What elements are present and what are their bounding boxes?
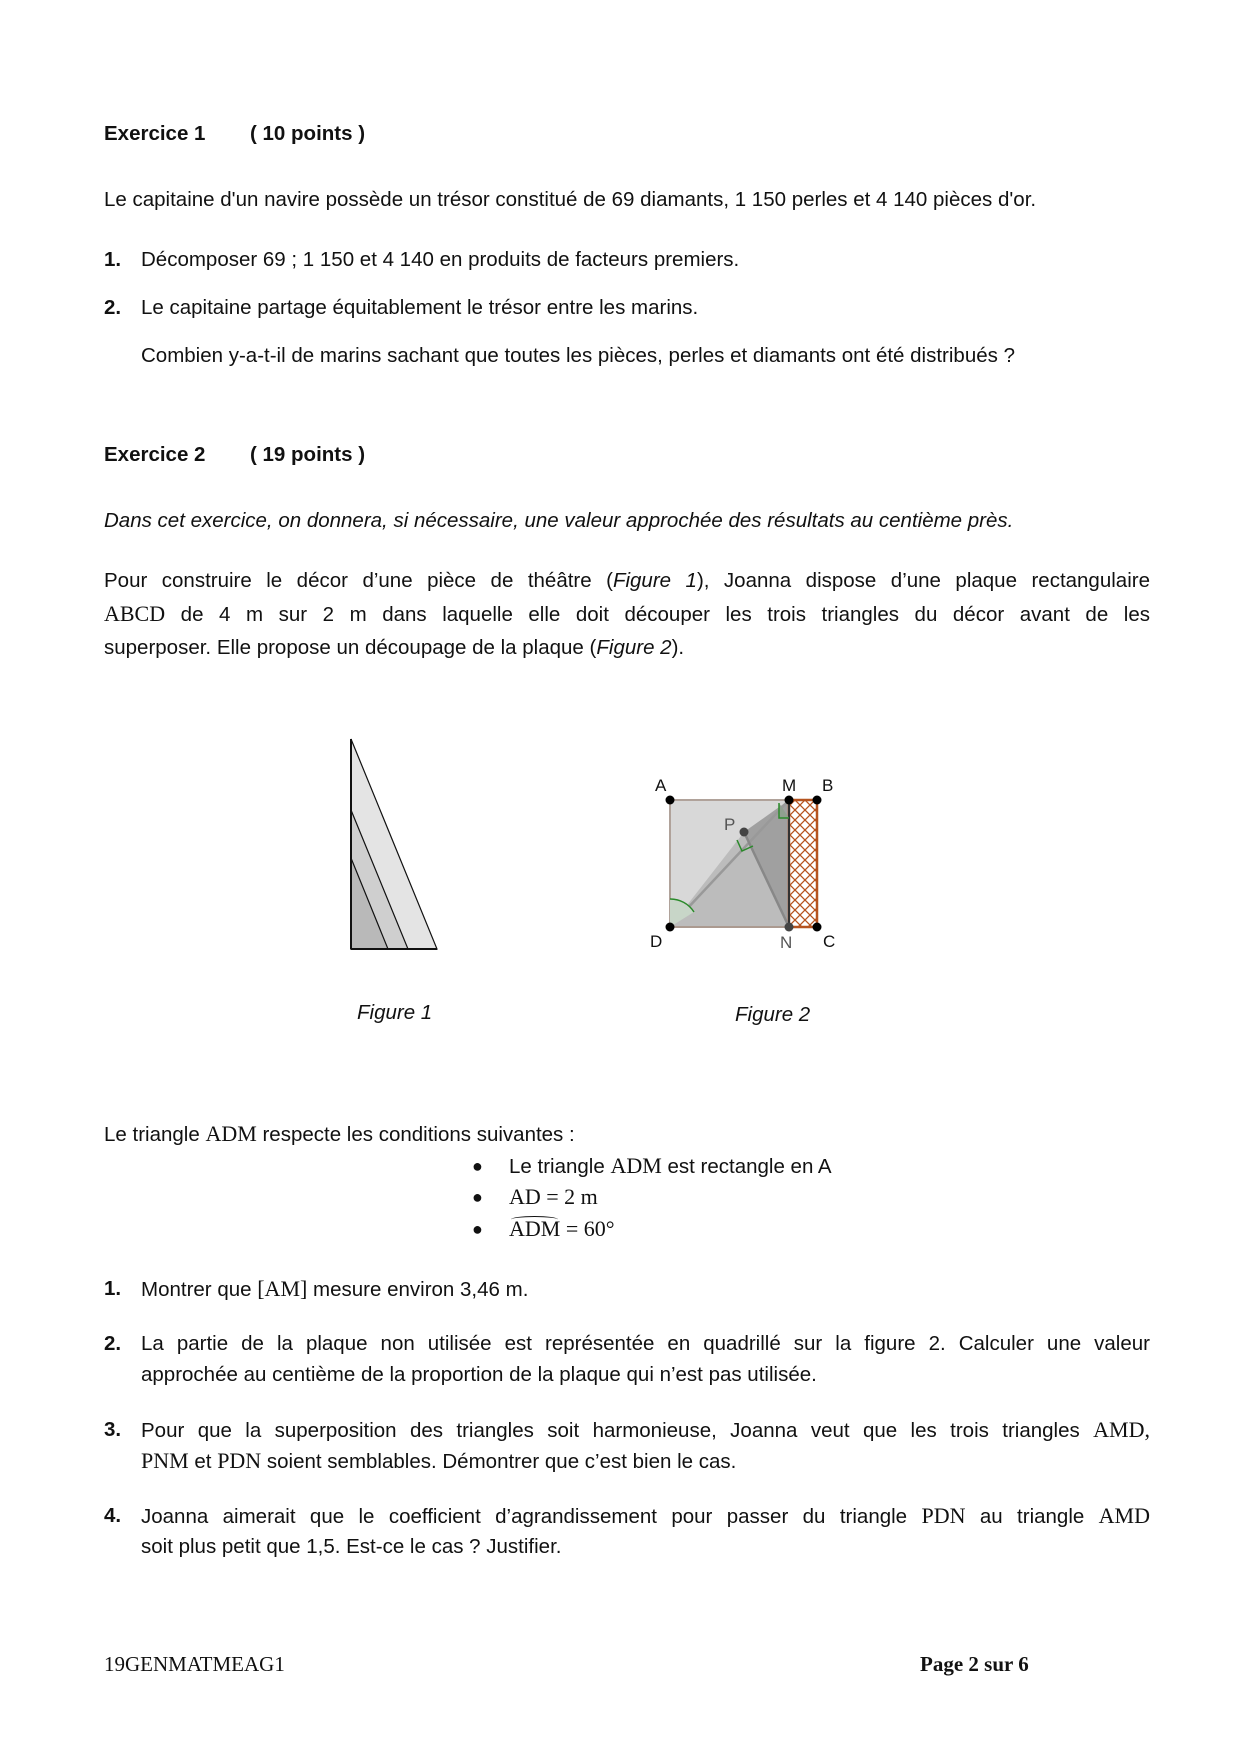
- question-line: [141, 1504, 1150, 1529]
- figure-2-caption: Figure 2: [735, 1003, 811, 1026]
- conditions-intro: [104, 1122, 575, 1147]
- point-label-d: D: [650, 932, 663, 951]
- footer-code: 19GENMATMEAG1: [104, 1652, 285, 1676]
- exercise-1-question-2: Le capitaine partage équitablement le trésor entre les marins.: [141, 296, 699, 319]
- math-expression: AMD: [1098, 1503, 1151, 1528]
- point-label-b: B: [822, 776, 834, 795]
- point-label-c: C: [823, 932, 836, 951]
- bullet-icon: ●: [472, 1187, 483, 1207]
- text-segment: ).: [671, 636, 685, 659]
- bullet-icon: ●: [472, 1219, 483, 1239]
- exercise-2-points: ( 19 points ): [250, 443, 366, 466]
- math-expression: PNM: [141, 1448, 189, 1473]
- text-segment: Le triangle: [104, 1123, 206, 1146]
- text-segment: Montrer que: [141, 1278, 258, 1301]
- point-label-p: P: [724, 815, 736, 834]
- exercise-1-question-2-continued: Combien y-a-t-il de marins sachant que toutes les pièces, perles et diamants ont été distribués ?: [141, 344, 1015, 367]
- question-line: [141, 1277, 528, 1302]
- figure-1-triangles: [340, 730, 450, 960]
- question-line: [141, 1332, 1150, 1356]
- exercise-1-points: ( 10 points ): [250, 122, 366, 145]
- math-expression: ADM: [509, 1216, 561, 1241]
- text-segment: soient semblables. Démontrer que c’est bien le cas.: [261, 1450, 737, 1473]
- exercise-2-note: Dans cet exercice, on donnera, si nécessaire, une valeur approchée des résultats au centième près.: [104, 509, 1014, 532]
- unused-hatched-area: [789, 800, 817, 927]
- question-line: [141, 1363, 817, 1387]
- question-number: 3.: [104, 1418, 122, 1441]
- text-segment: Pour que la superposition des triangles soit harmonieuse, Joanna veut que les trois triangles: [141, 1419, 1094, 1442]
- text-segment: et: [188, 1450, 218, 1473]
- exercise-1-title: Exercice 1: [104, 122, 206, 145]
- text-segment: respecte les conditions suivantes :: [256, 1123, 575, 1146]
- figure-reference: Figure 1: [612, 569, 697, 592]
- figure-reference: Figure 2: [596, 636, 672, 659]
- math-expression: = 60°: [560, 1216, 615, 1241]
- math-expression: ADM: [610, 1153, 662, 1178]
- text-segment: mesure environ 3,46 m.: [307, 1278, 529, 1301]
- text-segment: soit plus petit que 1,5. Est-ce le cas ? Justifier.: [141, 1535, 562, 1558]
- exercise-2-title: Exercice 2: [104, 443, 206, 466]
- math-expression: PDN: [217, 1448, 262, 1473]
- question-line: [141, 1418, 1150, 1443]
- math-expression: PDN: [921, 1503, 966, 1528]
- question-number: 2.: [104, 296, 122, 319]
- paragraph-line: [104, 602, 1150, 627]
- paragraph-line: [104, 569, 1150, 593]
- text-segment: Le triangle: [509, 1155, 611, 1178]
- paragraph-line: [104, 636, 684, 660]
- text-segment: La partie de la plaque non utilisée est représentée en quadrillé sur la figure 2. Calculer une valeur: [141, 1332, 1150, 1355]
- text-segment: de 4 m sur 2 m dans laquelle elle doit découper les trois triangles du décor avant de les: [165, 603, 1150, 626]
- condition-item: [509, 1185, 598, 1210]
- exercise-1-question-1: Décomposer 69 ; 1 150 et 4 140 en produits de facteurs premiers.: [141, 248, 740, 271]
- question-number: 2.: [104, 1332, 122, 1355]
- question-number: 1.: [104, 248, 122, 271]
- math-expression: ABCD: [104, 601, 166, 626]
- math-expression: [AM]: [257, 1276, 308, 1301]
- point-label-a: A: [655, 776, 667, 795]
- text-segment: superposer. Elle propose un découpage de la plaque (: [104, 636, 597, 659]
- text-segment: approchée au centième de la proportion de la plaque qui n’est pas utilisée.: [141, 1363, 817, 1386]
- condition-item: [509, 1154, 832, 1179]
- bullet-icon: ●: [472, 1156, 483, 1176]
- question-line: [141, 1535, 561, 1559]
- question-number: 1.: [104, 1277, 122, 1300]
- figure-2-plate-diagram: [640, 765, 960, 965]
- condition-item: [509, 1217, 615, 1242]
- text-segment: ), Joanna dispose d’une plaque rectangulaire: [696, 569, 1150, 592]
- question-line: [141, 1449, 736, 1474]
- exercise-1-intro: Le capitaine d'un navire possède un trésor constitué de 69 diamants, 1 150 perles et 4 140 pièces d'or.: [104, 188, 1037, 211]
- footer-page-number: Page 2 sur 6: [920, 1652, 1029, 1676]
- figure-1-caption: Figure 1: [357, 1001, 433, 1024]
- text-segment: Pour construire le décor d’une pièce de théâtre (: [104, 569, 613, 592]
- math-expression: ADM: [205, 1121, 257, 1146]
- text-segment: au triangle: [965, 1505, 1099, 1528]
- point-label-n: N: [780, 933, 793, 952]
- text-segment: Joanna aimerait que le coefficient d’agrandissement pour passer du triangle: [141, 1505, 922, 1528]
- point-label-m: M: [782, 776, 797, 795]
- math-expression: AMD,: [1093, 1417, 1150, 1442]
- text-segment: est rectangle en A: [661, 1155, 832, 1178]
- math-expression: AD = 2 m: [509, 1184, 598, 1209]
- question-number: 4.: [104, 1504, 122, 1527]
